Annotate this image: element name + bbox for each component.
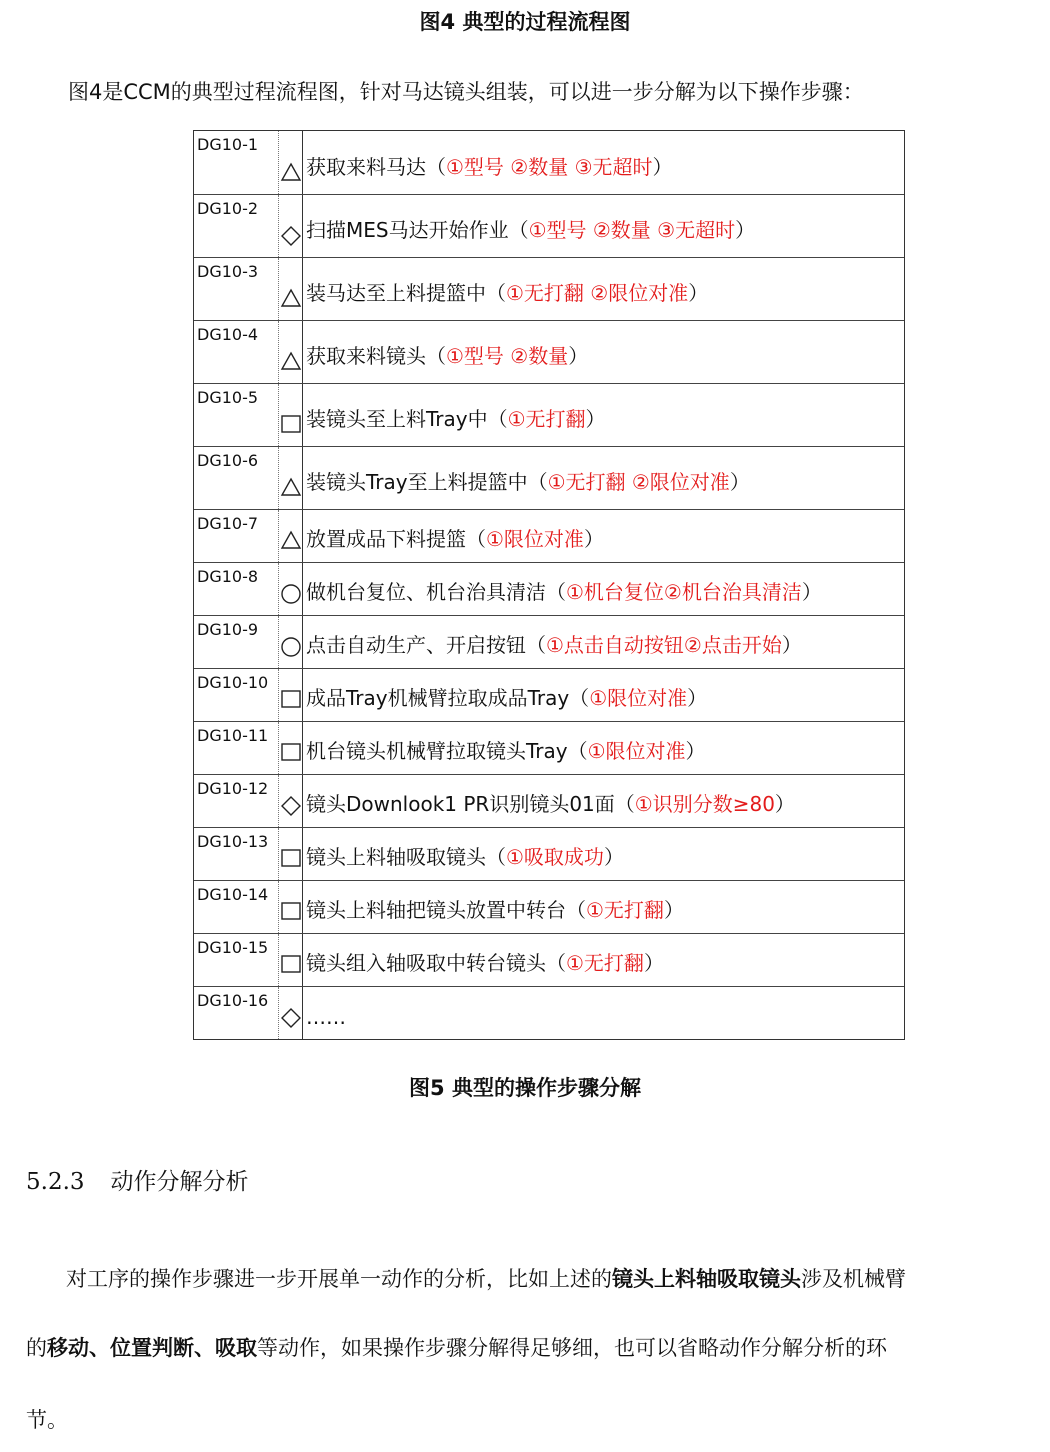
triangle-icon bbox=[280, 477, 302, 497]
step-text: 镜头组入轴吸取中转台镜头（ bbox=[306, 951, 566, 975]
step-code: DG10-16 bbox=[194, 987, 279, 1039]
step-code: DG10-13 bbox=[194, 828, 279, 880]
step-text-close: ） bbox=[583, 527, 604, 551]
square-icon bbox=[280, 414, 302, 434]
step-code: DG10-2 bbox=[194, 195, 279, 257]
step-code: DG10-12 bbox=[194, 775, 279, 827]
body-text: 对工序的操作步骤进一步开展单一动作的分析，比如上述的 bbox=[66, 1267, 612, 1291]
table-row bbox=[194, 257, 904, 320]
step-code: DG10-7 bbox=[194, 510, 279, 562]
table-row bbox=[194, 986, 904, 1039]
circle-icon bbox=[280, 636, 302, 658]
step-criteria: ①无打翻 bbox=[507, 407, 586, 431]
figure-4-caption: 图4 典型的过程流程图 bbox=[419, 10, 631, 34]
table-row bbox=[194, 615, 904, 668]
step-text: 获取来料镜头（ bbox=[306, 344, 446, 368]
square-icon bbox=[280, 848, 302, 868]
step-text-close: ） bbox=[781, 633, 802, 657]
step-description bbox=[303, 195, 904, 257]
triangle-icon bbox=[280, 288, 302, 308]
table-row bbox=[194, 320, 904, 383]
step-text-close: ） bbox=[685, 739, 706, 763]
section-number: 5.2.3 bbox=[26, 1169, 85, 1195]
symbol-cell bbox=[279, 669, 303, 721]
square-icon bbox=[280, 954, 302, 974]
step-text-close: ） bbox=[643, 951, 664, 975]
step-description bbox=[303, 669, 904, 721]
step-criteria: ①无打翻 bbox=[586, 898, 664, 922]
step-criteria: ①吸取成功 bbox=[506, 845, 604, 869]
table-row bbox=[194, 774, 904, 827]
step-text: 装镜头Tray至上料提篮中（ bbox=[306, 470, 548, 494]
step-text: 做机台复位、机台治具清洁（ bbox=[306, 580, 566, 604]
body-text: 的 bbox=[26, 1336, 47, 1360]
step-text: 放置成品下料提篮（ bbox=[306, 527, 486, 551]
step-criteria: ①点击自动按钮②点击开始 bbox=[546, 633, 782, 657]
step-description bbox=[303, 881, 904, 933]
step-text: 装马达至上料提篮中（ bbox=[306, 281, 506, 305]
table-row bbox=[194, 509, 904, 562]
body-text: 涉及机械臂 bbox=[801, 1267, 906, 1291]
step-text: 机台镜头机械臂拉取镜头Tray（ bbox=[306, 739, 588, 763]
diamond-icon bbox=[280, 795, 302, 817]
step-criteria: ①型号 ②数量 bbox=[446, 344, 569, 368]
step-code: DG10-9 bbox=[194, 616, 279, 668]
symbol-cell bbox=[279, 447, 303, 509]
step-text: 装镜头至上料Tray中（ bbox=[306, 407, 508, 431]
figure-5-caption: 图5 典型的操作步骤分解 bbox=[409, 1076, 641, 1100]
square-icon bbox=[280, 742, 302, 762]
step-code: DG10-1 bbox=[194, 131, 279, 194]
diamond-icon bbox=[280, 1007, 302, 1029]
step-text-close: ） bbox=[801, 580, 822, 604]
step-text-close: ） bbox=[735, 218, 756, 242]
step-criteria: ①识别分数≥80 bbox=[634, 792, 775, 816]
table-row bbox=[194, 721, 904, 774]
symbol-cell bbox=[279, 934, 303, 986]
step-code: DG10-8 bbox=[194, 563, 279, 615]
step-criteria: ①无打翻 ②限位对准 bbox=[547, 470, 730, 494]
step-description bbox=[303, 828, 904, 880]
step-code: DG10-5 bbox=[194, 384, 279, 446]
step-criteria: ①型号 ②数量 ③无超时 bbox=[528, 218, 736, 242]
step-text: 镜头上料轴把镜头放置中转台（ bbox=[306, 898, 586, 922]
table-row bbox=[194, 383, 904, 446]
step-code: DG10-11 bbox=[194, 722, 279, 774]
symbol-cell bbox=[279, 881, 303, 933]
table-row bbox=[194, 194, 904, 257]
step-text: 成品Tray机械臂拉取成品Tray（ bbox=[306, 686, 590, 710]
step-text-close: ） bbox=[568, 344, 589, 368]
triangle-icon bbox=[280, 530, 302, 550]
step-code: DG10-14 bbox=[194, 881, 279, 933]
square-icon bbox=[280, 901, 302, 921]
body-bold-text: 移动、位置判断、吸取 bbox=[47, 1336, 257, 1360]
step-description bbox=[303, 616, 904, 668]
step-text: 扫描MES马达开始作业（ bbox=[306, 218, 529, 242]
body-line-3: 节。 bbox=[26, 1408, 68, 1432]
step-code: DG10-4 bbox=[194, 321, 279, 383]
step-description bbox=[303, 131, 904, 194]
body-line-1 bbox=[66, 1265, 1036, 1293]
table-row bbox=[194, 827, 904, 880]
step-description bbox=[303, 510, 904, 562]
table-row bbox=[194, 446, 904, 509]
step-text-close: ） bbox=[729, 470, 750, 494]
step-description bbox=[303, 722, 904, 774]
section-heading bbox=[26, 1168, 249, 1196]
symbol-cell bbox=[279, 195, 303, 257]
symbol-cell bbox=[279, 563, 303, 615]
symbol-cell bbox=[279, 384, 303, 446]
step-description bbox=[303, 258, 904, 320]
symbol-cell bbox=[279, 321, 303, 383]
step-text-close: ） bbox=[774, 792, 795, 816]
symbol-cell bbox=[279, 131, 303, 194]
step-text: 镜头上料轴吸取镜头（ bbox=[306, 845, 506, 869]
step-text-close: ） bbox=[603, 845, 624, 869]
square-icon bbox=[280, 689, 302, 709]
step-code: DG10-15 bbox=[194, 934, 279, 986]
body-line-2 bbox=[26, 1334, 1026, 1362]
step-text: …… bbox=[306, 1005, 346, 1029]
step-text-close: ） bbox=[585, 407, 606, 431]
step-description bbox=[303, 775, 904, 827]
symbol-cell bbox=[279, 258, 303, 320]
step-description bbox=[303, 987, 904, 1039]
table-row bbox=[194, 933, 904, 986]
symbol-cell bbox=[279, 616, 303, 668]
step-criteria: ①无打翻 ②限位对准 bbox=[506, 281, 689, 305]
step-code: DG10-10 bbox=[194, 669, 279, 721]
table-row bbox=[194, 562, 904, 615]
body-text: 等动作，如果操作步骤分解得足够细，也可以省略动作分解分析的环 bbox=[257, 1336, 887, 1360]
step-text-close: ） bbox=[663, 898, 684, 922]
body-bold-text: 镜头上料轴吸取镜头 bbox=[612, 1267, 801, 1291]
step-text: 获取来料马达（ bbox=[306, 155, 446, 179]
step-text-close: ） bbox=[652, 155, 673, 179]
step-text: 点击自动生产、开启按钮（ bbox=[306, 633, 546, 657]
symbol-cell bbox=[279, 722, 303, 774]
step-code: DG10-3 bbox=[194, 258, 279, 320]
triangle-icon bbox=[280, 162, 302, 182]
step-description bbox=[303, 934, 904, 986]
step-criteria: ①机台复位②机台治具清洁 bbox=[566, 580, 802, 604]
step-description bbox=[303, 563, 904, 615]
symbol-cell bbox=[279, 828, 303, 880]
symbol-cell bbox=[279, 510, 303, 562]
step-text-close: ） bbox=[688, 281, 709, 305]
table-row bbox=[194, 131, 904, 194]
step-description bbox=[303, 384, 904, 446]
intro-paragraph: 图4是CCM的典型过程流程图，针对马达镜头组装，可以进一步分解为以下操作步骤： bbox=[68, 80, 864, 104]
circle-icon bbox=[280, 583, 302, 605]
step-criteria: ①限位对准 bbox=[486, 527, 584, 551]
step-code: DG10-6 bbox=[194, 447, 279, 509]
step-criteria: ①限位对准 bbox=[587, 739, 686, 763]
symbol-cell bbox=[279, 775, 303, 827]
step-criteria: ①无打翻 bbox=[566, 951, 644, 975]
symbol-cell bbox=[279, 987, 303, 1039]
step-criteria: ①限位对准 bbox=[589, 686, 688, 710]
diamond-icon bbox=[280, 225, 302, 247]
triangle-icon bbox=[280, 351, 302, 371]
step-criteria: ①型号 ②数量 ③无超时 bbox=[446, 155, 653, 179]
step-text: 镜头Downlook1 PR识别镜头01面（ bbox=[306, 792, 635, 816]
table-row bbox=[194, 880, 904, 933]
operation-steps-table bbox=[193, 130, 905, 1040]
step-text-close: ） bbox=[687, 686, 708, 710]
step-description bbox=[303, 321, 904, 383]
step-description bbox=[303, 447, 904, 509]
section-title: 动作分解分析 bbox=[110, 1169, 249, 1195]
table-row bbox=[194, 668, 904, 721]
